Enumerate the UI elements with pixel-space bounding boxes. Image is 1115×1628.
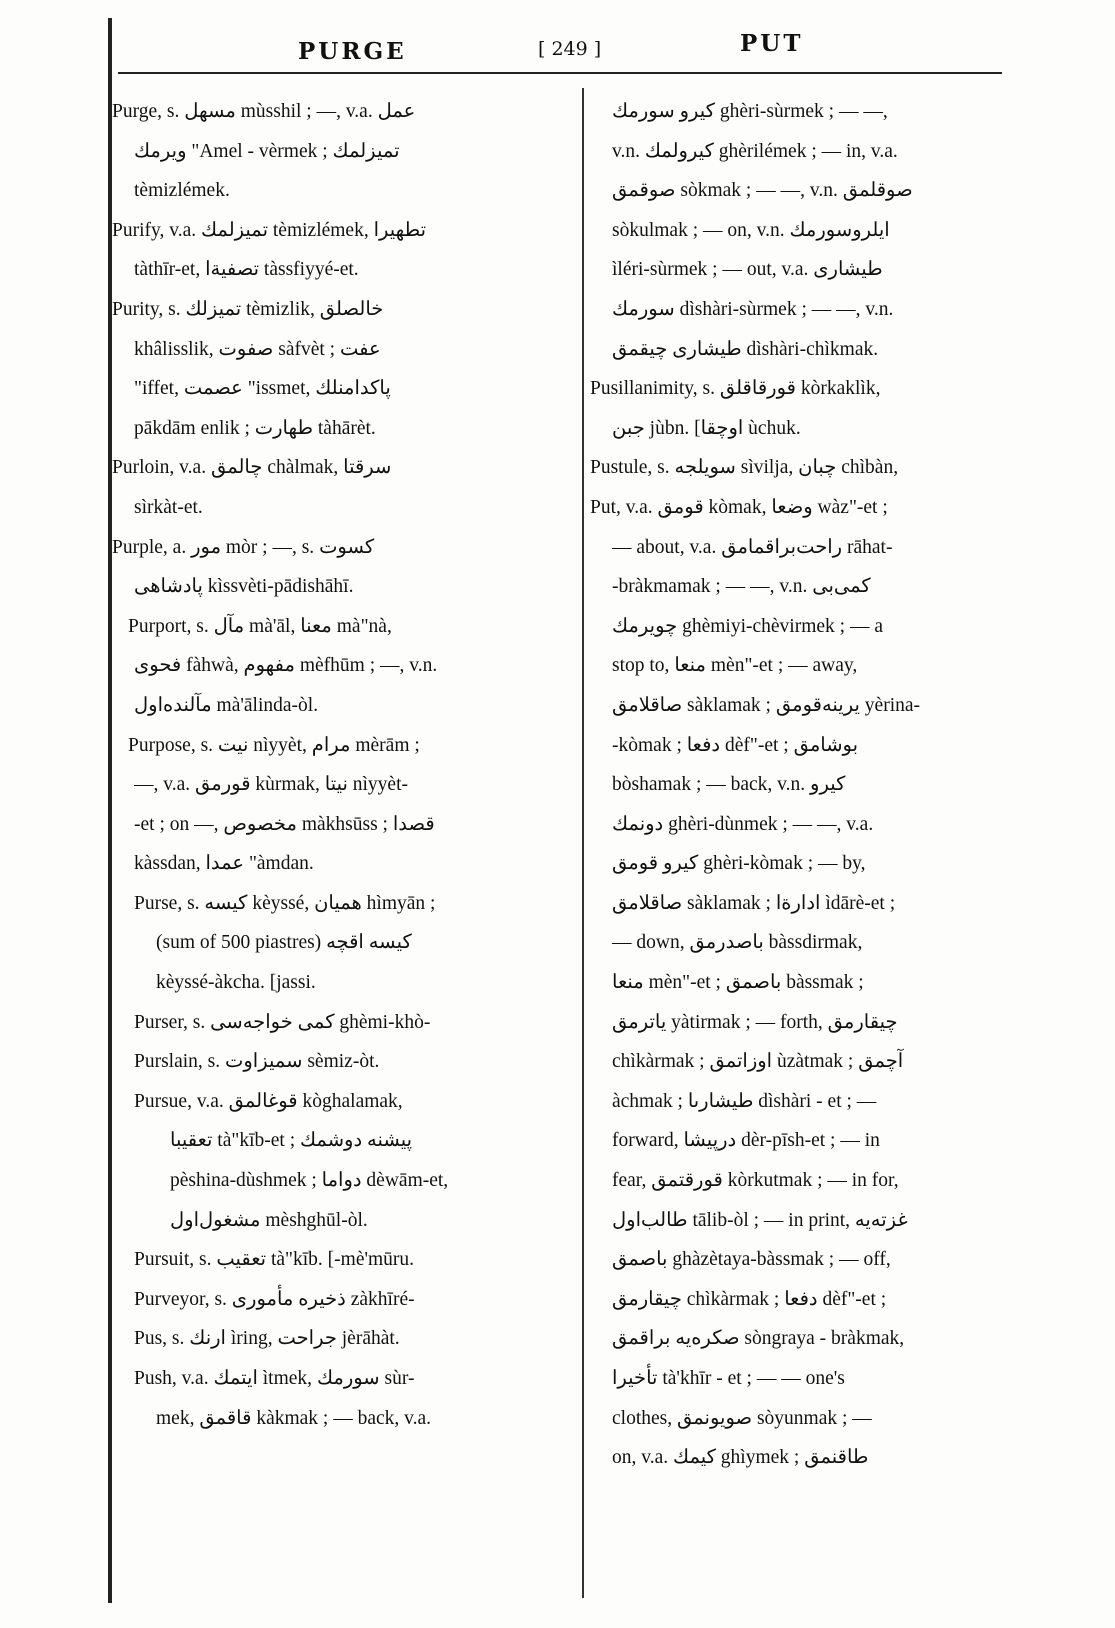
dictionary-line: صكره‌يه براقمق sòngraya - bràkmak, xyxy=(612,1328,905,1350)
dictionary-line: Purpose, s. نيت nìyyèt, مرام mèrām ; xyxy=(128,734,420,756)
dictionary-line: صوقمق sòkmak ; — —, v.n. صوقلمق xyxy=(612,180,913,202)
dictionary-line: منعا mèn"-et ; باصمق bàssmak ; xyxy=(612,972,864,994)
dictionary-line: — down, باصدرمق bàssdirmak, xyxy=(612,932,863,954)
dictionary-line: tàthīr-et, تصفيةا tàssfiyyé-et. xyxy=(134,259,359,281)
right-column xyxy=(590,92,1010,1478)
page-header xyxy=(118,30,998,70)
dictionary-line: — about, v.a. راحت‌براقمامق rāhat- xyxy=(612,536,893,558)
dictionary-line: تعقيبا tà"kīb-et ; پيشنه دوشمك xyxy=(170,1130,413,1152)
dictionary-line: clothes, صويونمق sòyunmak ; — xyxy=(612,1407,872,1429)
dictionary-line: Purport, s. مآل mà'āl, معنا mà"nà, xyxy=(128,615,392,637)
dictionary-line: kèyssé-àkcha. [jassi. xyxy=(156,972,316,994)
dictionary-line: Pursuit, s. تعقيب tà"kīb. [-mè'mūru. xyxy=(134,1249,415,1271)
header-right-guide-word: PUT xyxy=(740,30,804,57)
dictionary-line: Purity, s. تميزلك tèmizlik, خالصلق xyxy=(112,298,384,320)
dictionary-line: Purloin, v.a. چالمق chàlmak, سرقتا xyxy=(112,457,392,479)
dictionary-line: àchmak ; طيشارىا dìshàri - et ; — xyxy=(612,1090,877,1112)
left-column xyxy=(112,92,572,1438)
dictionary-line: صاقلامق sàklamak ; ادارةا ìdārè-et ; xyxy=(612,892,896,914)
dictionary-line: Pusillanimity, s. قورقاقلق kòrkaklìk, xyxy=(590,378,881,400)
dictionary-line: -et ; on —, مخصوص màkhsūss ; قصدا xyxy=(134,813,435,835)
dictionary-line: سورمك dìshàri-sùrmek ; — —, v.n. xyxy=(612,298,894,320)
dictionary-line: v.n. كيرولمك ghèrilémek ; — in, v.a. xyxy=(612,140,898,162)
dictionary-line: khâlisslik, صفوت sàfvèt ; عفت xyxy=(134,338,381,360)
dictionary-line: -bràkmamak ; — —, v.n. كمى‌بى xyxy=(612,576,871,598)
dictionary-line: chìkàrmak ; اوزاتمق ùzàtmak ; آچمق xyxy=(612,1051,904,1073)
dictionary-line: Pus, s. ارنك ìring, جراحت jèrāhàt. xyxy=(134,1328,400,1350)
dictionary-line: جبن jùbn. [اوچقا ùchuk. xyxy=(612,417,801,439)
dictionary-line: دونمك ghèri-dùnmek ; — —, v.a. xyxy=(612,813,874,835)
dictionary-line: چيقارمق chìkàrmak ; دفعا dèf"-et ; xyxy=(612,1288,887,1310)
dictionary-line: كيرو سورمك ghèri-sùrmek ; — —, xyxy=(612,101,888,122)
dictionary-line: Purge, s. مسهل mùsshil ; —, v.a. عمل xyxy=(112,101,416,122)
dictionary-line: Put, v.a. قومق kòmak, وضعا wàz"-et ; xyxy=(590,496,888,518)
dictionary-line: pākdām enlik ; طهارت tàhārèt. xyxy=(134,417,376,439)
page-number: [ 249 ] xyxy=(538,38,602,60)
header-left-guide-word: PURGE xyxy=(298,38,407,65)
dictionary-line: stop to, منعا mèn"-et ; — away, xyxy=(612,655,858,677)
dictionary-line: تأخيرا tà'khīr - et ; — — one's xyxy=(612,1368,845,1389)
dictionary-line: Purse, s. كيسه kèyssé, هميان hìmyān ; xyxy=(134,892,436,914)
dictionary-line: pèshina-dùshmek ; دواما dèwām-et, xyxy=(170,1170,449,1192)
dictionary-line: پادشاهی kìssvèti-pādishāhī. xyxy=(134,576,354,598)
dictionary-line: Pursue, v.a. قوغالمق kòghalamak, xyxy=(134,1090,403,1112)
dictionary-line: ياترمق yàtirmak ; — forth, چيقارمق xyxy=(612,1011,898,1033)
dictionary-line: طيشارى چيقمق dìshàri-chìkmak. xyxy=(612,338,879,360)
dictionary-line: mek, قاقمق kàkmak ; — back, v.a. xyxy=(156,1407,432,1429)
dictionary-line: —, v.a. قورمق kùrmak, نيتا nìyyèt- xyxy=(134,774,408,796)
dictionary-line: ويرمك "Amel - vèrmek ; تميزلمك xyxy=(134,140,400,162)
dictionary-line: kàssdan, عمدا "àmdan. xyxy=(134,853,314,875)
dictionary-line: -kòmak ; دفعا dèf"-et ; بوشامق xyxy=(612,734,859,756)
dictionary-line: مشغول‌اول mèshghūl-òl. xyxy=(170,1209,368,1231)
dictionary-line: ìléri-sùrmek ; — out, v.a. طيشارى xyxy=(612,259,883,281)
dictionary-line: Purslain, s. سميزاوت sèmiz-òt. xyxy=(134,1051,380,1073)
dictionary-line: صاقلامق sàklamak ; يرينه‌قومق yèrina- xyxy=(612,694,921,716)
column-divider xyxy=(582,88,584,1598)
header-rule xyxy=(118,72,1002,74)
dictionary-line: Purple, a. مور mòr ; —, s. كسوت xyxy=(112,536,375,558)
dictionary-line: sòkulmak ; — on, v.n. ايلروسورمك xyxy=(612,219,890,241)
dictionary-line: باصمق ghàzètaya-bàssmak ; — off, xyxy=(612,1249,891,1271)
dictionary-line: (sum of 500 piastres) كيسه اقچه xyxy=(156,932,412,954)
dictionary-line: Purveyor, s. ذخيره مأمورى zàkhīré- xyxy=(134,1288,415,1310)
dictionary-line: Purser, s. كمى خواجه‌سى ghèmi-khò- xyxy=(134,1011,431,1033)
dictionary-line: كيرو قومق ghèri-kòmak ; — by, xyxy=(612,853,866,875)
dictionary-line: forward, درپيشا dèr-pīsh-et ; — in xyxy=(612,1130,880,1152)
dictionary-line: tèmizlémek. xyxy=(134,180,230,202)
dictionary-line: Push, v.a. ايتمك ìtmek, سورمك sùr- xyxy=(134,1368,415,1389)
dictionary-line: Pustule, s. سويلجه sìvilja, چبان chìbàn, xyxy=(590,457,899,479)
dictionary-line: Purify, v.a. تميزلمك tèmizlémek, تطهيرا xyxy=(112,219,427,241)
dictionary-line: "iffet, عصمت "issmet, پاکدامنلك xyxy=(134,378,391,400)
dictionary-line: طالب‌اول tālib-òl ; — in print, غزته‌يه xyxy=(612,1209,908,1231)
dictionary-line: sìrkàt-et. xyxy=(134,496,203,518)
dictionary-line: چويرمك ghèmiyi-chèvirmek ; — a xyxy=(612,615,883,637)
dictionary-line: on, v.a. كيمك ghìymek ; طاقنمق xyxy=(612,1447,869,1469)
dictionary-line: bòshamak ; — back, v.n. كيرو xyxy=(612,774,846,796)
dictionary-line: فحوى fàhwà, مفهوم mèfhūm ; —, v.n. xyxy=(134,655,438,677)
dictionary-line: fear, قورقتمق kòrkutmak ; — in for, xyxy=(612,1170,899,1192)
dictionary-line: مآلنده‌اول mà'ālinda-òl. xyxy=(134,694,319,716)
